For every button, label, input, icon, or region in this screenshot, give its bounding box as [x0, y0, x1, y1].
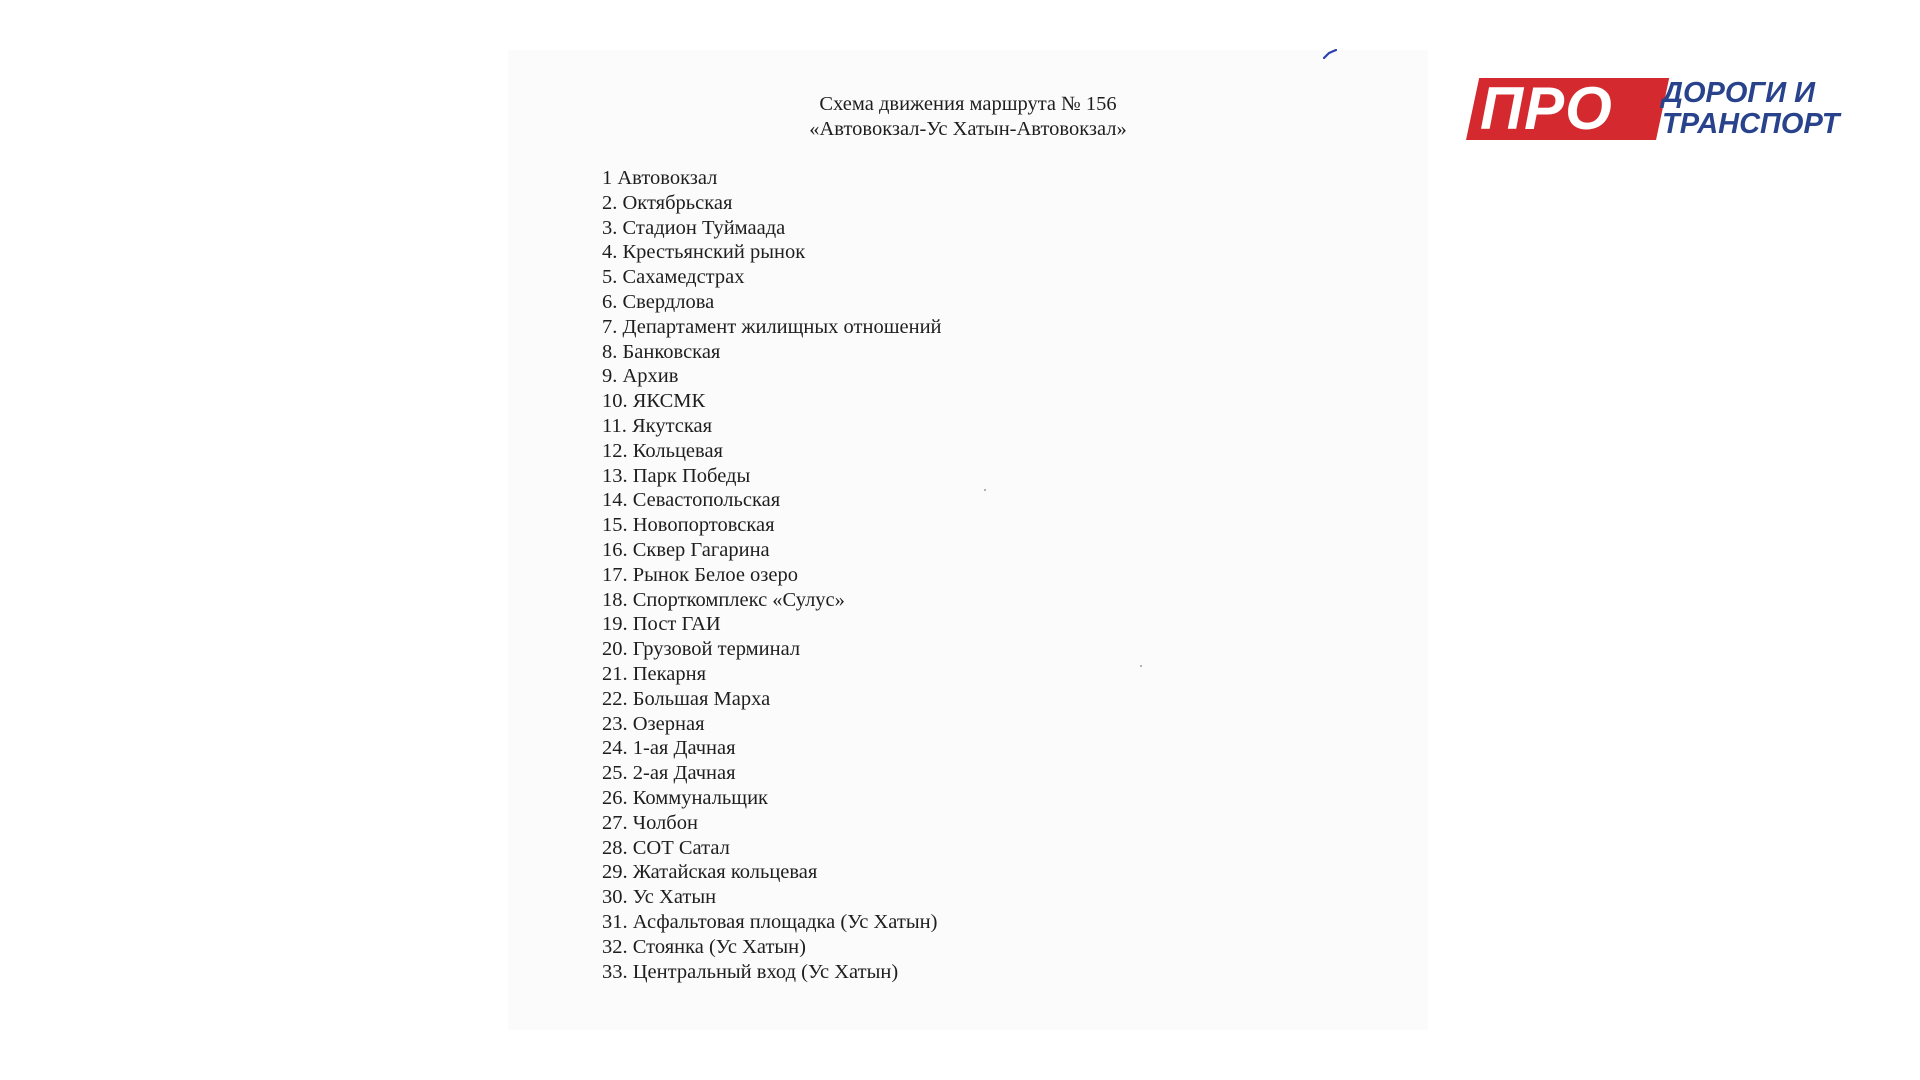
- stop-item: 5. Сахамедстрах: [602, 266, 745, 289]
- stops-list: [602, 166, 942, 984]
- stop-item: 4. Крестьянский рынок: [602, 241, 806, 264]
- stop-item: 17. Рынок Белое озеро: [602, 563, 799, 586]
- stop-item: 9. Архив: [602, 365, 679, 388]
- logo-pro-text: ПРО: [1480, 75, 1613, 142]
- title-line-1: Схема движения маршрута № 156: [819, 93, 1117, 115]
- stop-item: 8. Банковская: [602, 340, 721, 363]
- stop-item: 23. Озерная: [602, 712, 705, 735]
- stop-item: 19. Пост ГАИ: [602, 613, 721, 636]
- pen-mark: [1323, 49, 1337, 59]
- stop-item: 27. Чолбон: [602, 811, 698, 834]
- document-title: [508, 92, 1428, 142]
- scan-speck: [1140, 665, 1142, 667]
- scan-speck: [984, 489, 986, 491]
- stop-item: 3. Стадион Туймаада: [602, 216, 786, 239]
- stop-item: 15. Новопортовская: [602, 514, 775, 537]
- stop-item: 10. ЯКСМК: [602, 390, 706, 413]
- stop-item: 20. Грузовой терминал: [602, 638, 801, 661]
- stop-item: 22. Большая Марха: [602, 687, 771, 710]
- stop-item: 29. Жатайская кольцевая: [602, 861, 818, 884]
- stop-item: 25. 2-ая Дачная: [602, 762, 736, 785]
- stop-item: 28. СОТ Сатал: [602, 836, 730, 859]
- title-line-2: «Автовокзал-Ус Хатын-Автовокзал»: [809, 118, 1127, 140]
- stop-item: 21. Пекарня: [602, 662, 707, 685]
- stop-item: 2. Октябрьская: [602, 191, 733, 214]
- stop-item: 26. Коммунальщик: [602, 786, 769, 809]
- logo-title: [1662, 78, 1839, 140]
- stop-item: 16. Сквер Гагарина: [602, 538, 770, 561]
- stop-item: 1 Автовокзал: [602, 167, 718, 189]
- stop-item: 18. Спорткомплекс «Сулус»: [602, 588, 845, 611]
- stop-item: 31. Асфальтовая площадка (Ус Хатын): [602, 910, 938, 933]
- stop-item: 7. Департамент жилищных отношений: [602, 315, 942, 338]
- stop-item: 11. Якутская: [602, 414, 713, 437]
- stop-item: 32. Стоянка (Ус Хатын): [602, 935, 806, 958]
- stop-item: 24. 1-ая Дачная: [602, 737, 736, 760]
- stop-item: 12. Кольцевая: [602, 439, 723, 462]
- brand-logo: [1466, 75, 1866, 142]
- stop-item: 14. Севастопольская: [602, 489, 781, 512]
- stop-item: 6. Свердлова: [602, 290, 715, 313]
- stop-item: 30. Ус Хатын: [602, 886, 717, 909]
- logo-line-1: ДОРОГИ И: [1662, 77, 1815, 109]
- logo-line-2: ТРАНСПОРТ: [1662, 108, 1840, 140]
- stop-item: 13. Парк Победы: [602, 464, 751, 487]
- stop-item: 33. Центральный вход (Ус Хатын): [602, 960, 899, 983]
